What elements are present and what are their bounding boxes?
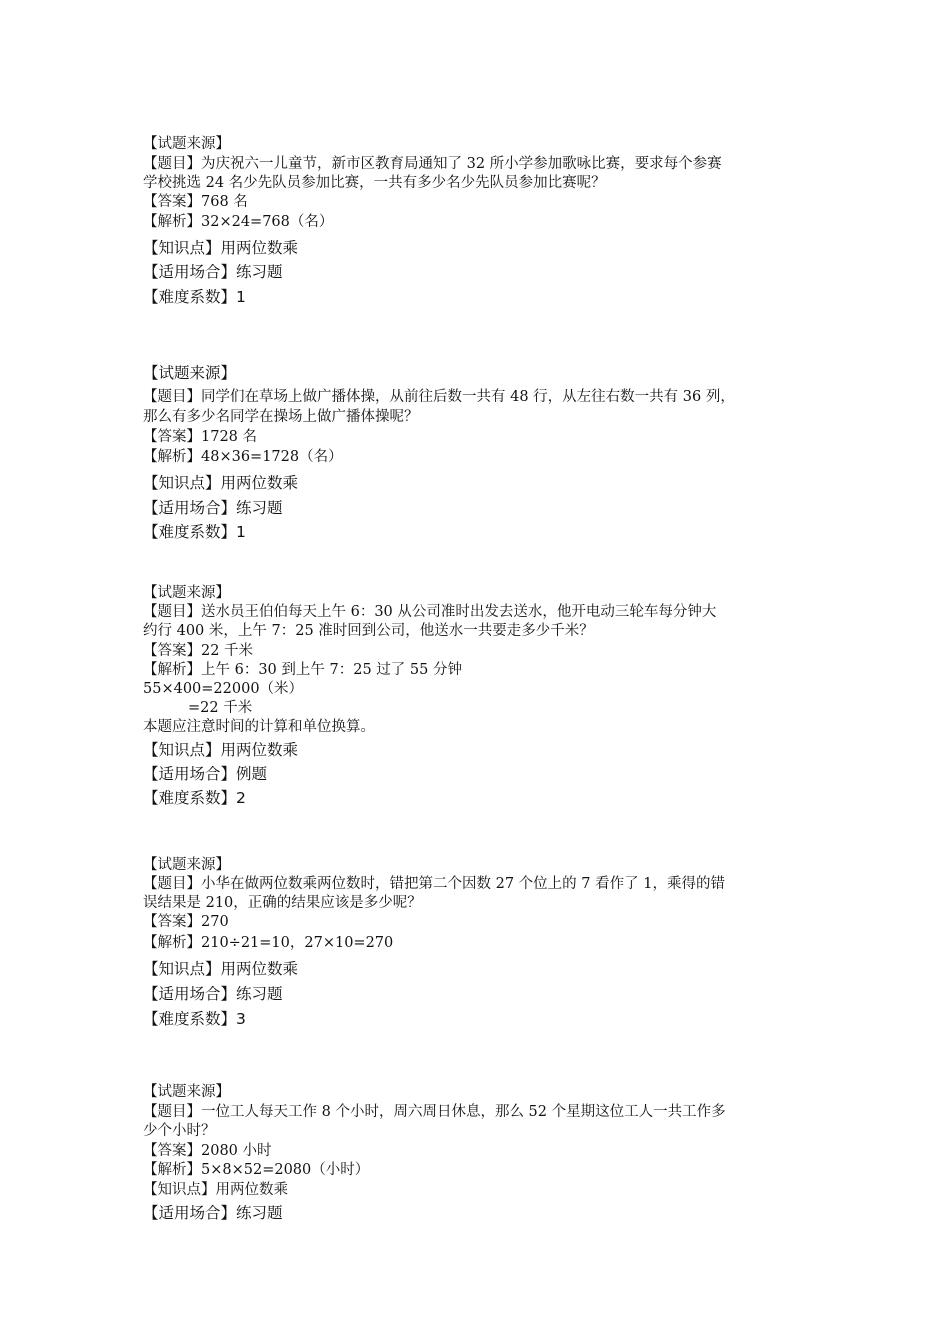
block-2-answer: 【答案】1728 名 — [143, 429, 258, 445]
block-4-difficulty: 【难度系数】3 — [143, 1010, 246, 1028]
block-3-question-line-1: 【题目】送水员王伯伯每天上午 6：30 从公司准时出发去送水，他开电动三轮车每分钟大 — [143, 604, 717, 620]
block-3-analysis-line-1: 【解析】上午 6：30 到上午 7：25 过了 55 分钟 — [143, 662, 462, 678]
block-1-question-line-1: 【题目】为庆祝六一儿童节，新市区教育局通知了 32 所小学参加歌咏比赛，要求每个参赛 — [143, 156, 722, 172]
block-3-analysis-line-4: 本题应注意时间的计算和单位换算。 — [143, 719, 375, 735]
block-5-source: 【试题来源】 — [143, 1084, 230, 1100]
block-3-analysis-line-2: 55×400=22000（米） — [143, 681, 304, 697]
block-2-question-line-2: 那么有多少名同学在操场上做广播体操呢？ — [143, 409, 419, 425]
block-2-difficulty: 【难度系数】1 — [143, 523, 246, 541]
block-4-question-line-1: 【题目】小华在做两位数乘两位数时，错把第二个因数 27 个位上的 7 看作了 1，乘得的错 — [143, 876, 725, 892]
block-5-question-line-2: 少个小时？ — [143, 1123, 216, 1139]
block-1-difficulty: 【难度系数】1 — [143, 288, 246, 306]
block-2-knowledge: 【知识点】用两位数乘 — [143, 474, 299, 492]
block-5-knowledge: 【知识点】用两位数乘 — [143, 1182, 288, 1198]
block-3-analysis-line-3: =22 千米 — [188, 700, 253, 716]
block-4-question-line-2: 误结果是 210，正确的结果应该是多少呢？ — [143, 895, 422, 911]
block-2-analysis: 【解析】48×36=1728（名） — [143, 449, 343, 465]
block-5-usage: 【适用场合】练习题 — [143, 1204, 283, 1222]
block-4-usage: 【适用场合】练习题 — [143, 985, 283, 1003]
block-3-answer: 【答案】22 千米 — [143, 643, 254, 659]
block-5-answer: 【答案】2080 小时 — [143, 1143, 272, 1159]
block-3-question-line-2: 约行 400 米，上午 7：25 准时回到公司，他送水一共要走多少千米？ — [143, 623, 594, 639]
block-3-source: 【试题来源】 — [143, 585, 230, 601]
block-2-source: 【试题来源】 — [143, 364, 237, 382]
block-4-answer: 【答案】270 — [143, 914, 229, 930]
block-4-source: 【试题来源】 — [143, 857, 230, 873]
block-3-difficulty: 【难度系数】2 — [143, 789, 246, 807]
block-5-question-line-1: 【题目】一位工人每天工作 8 个小时，周六周日休息，那么 52 个星期这位工人一共工作多 — [143, 1104, 726, 1120]
block-2-question-line-1: 【题目】同学们在草场上做广播体操，从前往后数一共有 48 行，从左往右数一共有 36 列， — [143, 389, 735, 405]
block-1-analysis: 【解析】32×24=768（名） — [143, 214, 334, 230]
block-3-knowledge: 【知识点】用两位数乘 — [143, 741, 299, 759]
block-1-usage: 【适用场合】练习题 — [143, 263, 283, 281]
block-3-usage: 【适用场合】例题 — [143, 765, 268, 783]
block-1-knowledge: 【知识点】用两位数乘 — [143, 239, 299, 257]
block-1-question-line-2: 学校挑选 24 名少先队员参加比赛，一共有多少名少先队员参加比赛呢？ — [143, 175, 606, 191]
block-4-analysis: 【解析】210÷21=10，27×10=270 — [143, 935, 394, 951]
block-4-knowledge: 【知识点】用两位数乘 — [143, 960, 299, 978]
block-2-usage: 【适用场合】练习题 — [143, 499, 283, 517]
block-1-source: 【试题来源】 — [143, 136, 230, 152]
block-1-answer: 【答案】768 名 — [143, 194, 248, 210]
block-5-analysis: 【解析】5×8×52=2080（小时） — [143, 1162, 370, 1178]
